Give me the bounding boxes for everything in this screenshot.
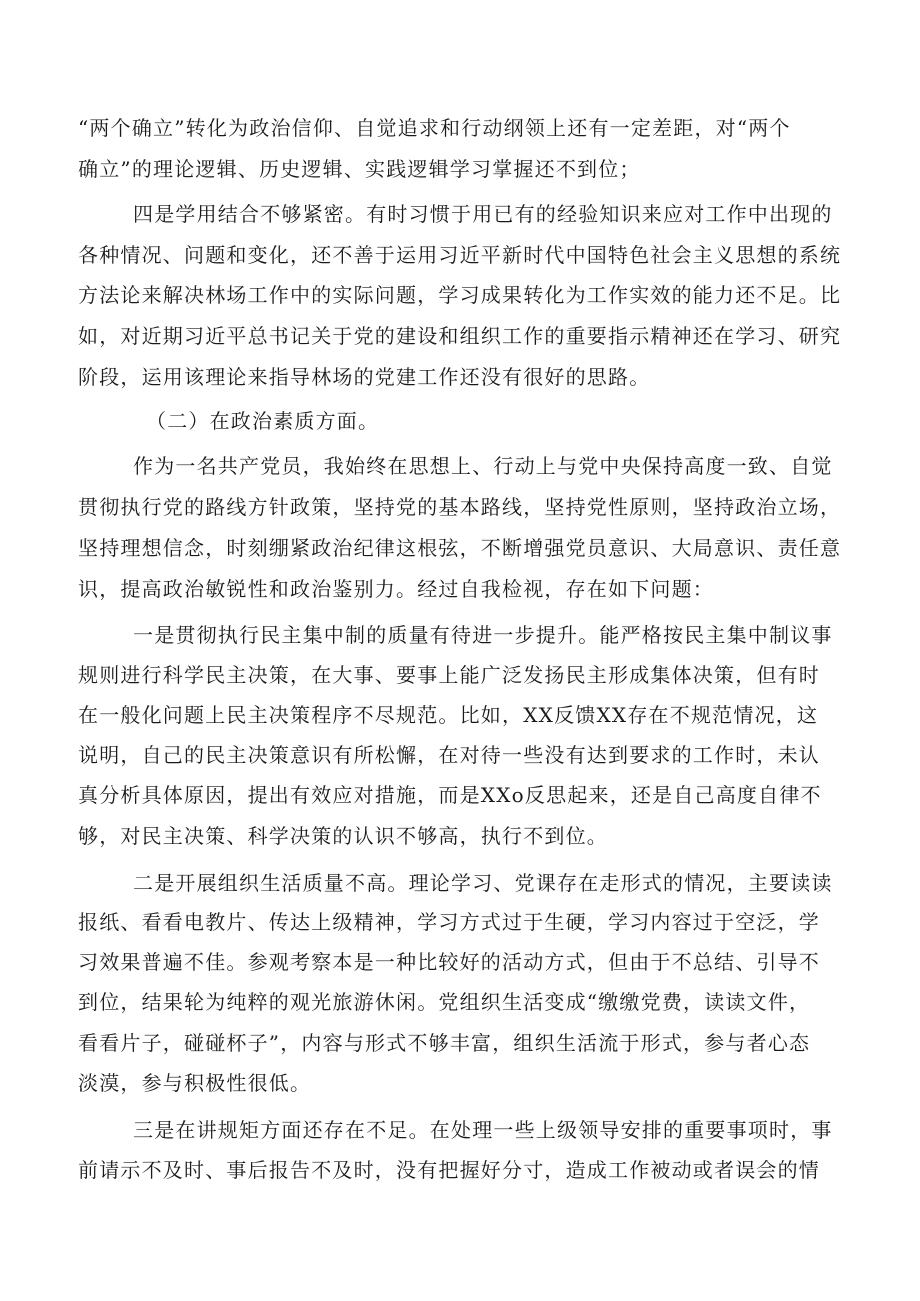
text-line: 真分析具体原因，提出有效应对措施，而是XXo反思起来，还是自己高度自律不: [78, 783, 822, 807]
text-line: 在一般化问题上民主决策程序不尽规范。比如，XX反馈XX存在不规范情况，这: [78, 703, 819, 727]
text-line: 四是学用结合不够紧密。有时习惯于用已有的经验知识来应对工作中出现的: [133, 202, 833, 226]
text-line: “两个确立”转化为政治信仰、自觉追求和行动纲领上还有一定差距，对“两个: [78, 116, 791, 140]
text-line: 看看片子，碰碰杯子”，内容与形式不够丰富，组织生活流于形式，参与者心态: [78, 1031, 811, 1055]
text-line: 确立”的理论逻辑、历史逻辑、实践逻辑学习掌握还不到位；: [78, 157, 641, 181]
text-line: 二是开展组织生活质量不高。理论学习、党课存在走形式的情况，主要读读: [133, 871, 833, 895]
text-line: 够，对民主决策、科学决策的认识不够高，执行不到位。: [78, 824, 608, 848]
text-line: 阶段，运用该理论来指导林场的党建工作还没有很好的思路。: [78, 365, 651, 389]
text-line: 作为一名共产党员，我始终在思想上、行动上与党中央保持高度一致、自觉: [133, 454, 833, 478]
text-line: 贯彻执行党的路线方针政策，坚持党的基本路线，坚持党性原则，坚持政治立场，: [78, 495, 842, 519]
text-line: 到位，结果轮为纯粹的观光旅游休闲。党组织生活变成“缴缴党费，读读文件，: [78, 990, 811, 1014]
text-line: 三是在讲规矩方面还存在不足。在处理一些上级领导安排的重要事项时，事: [133, 1118, 833, 1142]
text-line: 前请示不及时、事后报告不及时，没有把握好分寸，造成工作被动或者误会的情: [78, 1158, 820, 1182]
text-line: 淡漠，参与积极性很低。: [78, 1071, 312, 1095]
text-line: 报纸、看看电教片、传达上级精神，学习方式过于生硬，学习内容过于空泛，学: [78, 910, 820, 934]
text-line: 规则进行科学民主决策，在大事、要事上能广泛发扬民主形成集体决策，但有时: [78, 663, 820, 687]
text-line: 坚持理想信念，时刻绷紧政治纪律这根弦，不断增强党员意识、大局意识、责任意: [78, 536, 842, 560]
text-line: 一是贯彻执行民主集中制的质量有待进一步提升。能严格按民主集中制议事: [133, 623, 833, 647]
text-line: 识，提高政治敏锐性和政治鉴别力。经过自我检视，存在如下问题：: [78, 577, 714, 601]
text-line: 如，对近期习近平总书记关于党的建设和组织工作的重要指示精神还在学习、研究: [78, 324, 842, 348]
text-line: 说明，自己的民主决策意识有所松懈，在对待一些没有达到要求的工作时，未认: [78, 743, 820, 767]
text-line: 习效果普遍不佳。参观考察本是一种比较好的活动方式，但由于不总结、引导不: [78, 950, 820, 974]
text-line: 方法论来解决林场工作中的实际问题，学习成果转化为工作实效的能力还不足。比: [78, 283, 842, 307]
text-line: 各种情况、问题和变化，还不善于运用习近平新时代中国特色社会主义思想的系统: [78, 243, 842, 267]
section-heading: （二）在政治素质方面。: [146, 409, 380, 433]
